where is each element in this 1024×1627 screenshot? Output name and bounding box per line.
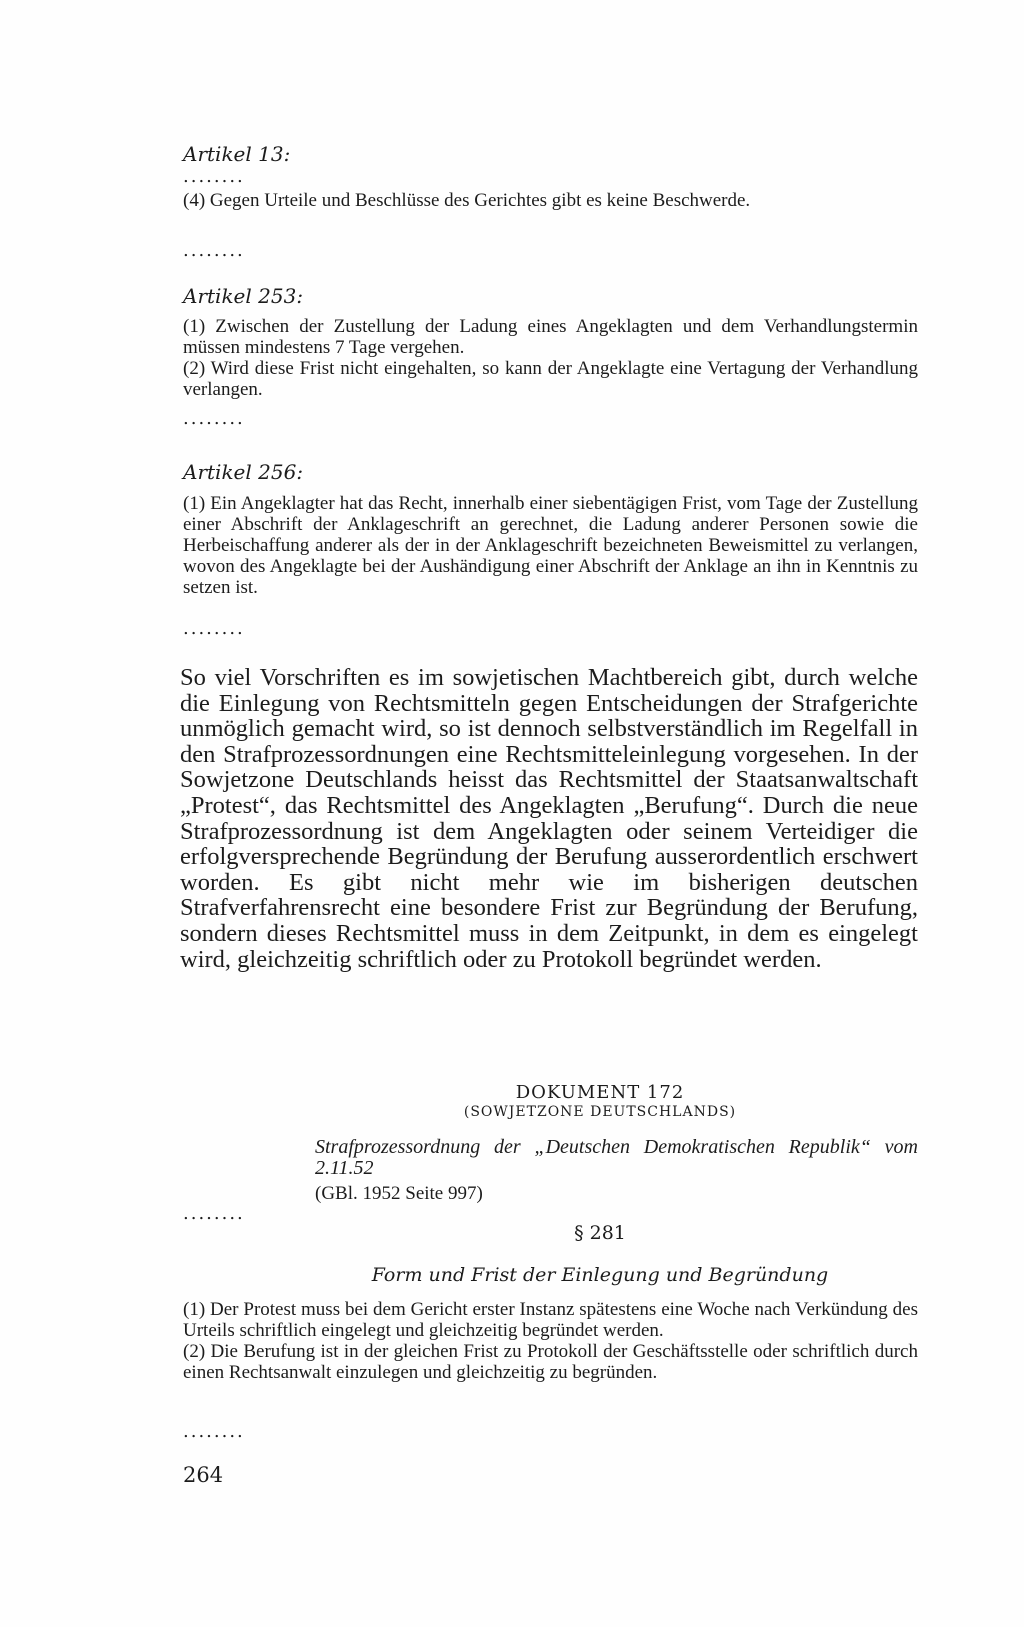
article-253-text <box>183 316 918 400</box>
document-gazette-ref: (GBl. 1952 Seite 997) <box>315 1183 483 1204</box>
section-text <box>183 1299 918 1383</box>
article-256-text <box>183 493 918 598</box>
section-number: § 281 <box>574 1222 626 1244</box>
paragraph: So viel Vorschriften es im sowjetischen Machtbereich gibt, durch welche die Einlegung von Rechtsmitteln gegen Entscheidungen der Strafgerichte unmöglich gemacht wird, so ist dennoch selbstverständlich im Regelfall in den Strafprozessordnungen eine Rechtsmitteleinlegung vorgesehen. In der Sowjetzone Deutschlands heisst das Rechtsmittel der Staatsanwaltschaft „Protest“, das Rechtsmittel des Angeklagten „Berufung“. Durch die neue Strafprozessordnung ist dem Angeklagten oder seinem Verteidiger die erfolgversprechende Begründung der Berufung ausserordentlich erschwert worden. Es gibt nicht mehr wie im bisherigen deutschen Strafverfahrensrecht eine besondere Frist zur Begründung der Berufung, sondern dieses Rechtsmittel muss in dem Zeitpunkt, in dem es eingelegt wird, gleichzeitig schriftlich oder zu Protokoll begründet werden. <box>180 664 918 973</box>
paragraph: (4) Gegen Urteile und Beschlüsse des Gerichtes gibt es keine Beschwerde. <box>183 190 751 211</box>
ellipsis-dots: ........ <box>183 618 245 639</box>
paragraph: (2) Wird diese Frist nicht eingehalten, so kann der Angeklagte eine Vertagung der Verhandlung verlangen. <box>183 358 918 400</box>
section-title: Form und Frist der Einlegung und Begründung <box>371 1264 829 1286</box>
article-13-title: Artikel 13: <box>183 142 291 166</box>
paragraph: (1) Zwischen der Zustellung der Ladung eines Angeklagten und dem Verhandlungstermin müssen mindestens 7 Tage vergehen. <box>183 316 918 358</box>
document-source: Strafprozessordnung der „Deutschen Demokratischen Republik“ vom 2.11.52 <box>315 1136 918 1179</box>
commentary-text <box>180 665 918 972</box>
document-subheading: (SOWJETZONE DEUTSCHLANDS) <box>463 1104 737 1120</box>
paragraph: (1) Der Protest muss bei dem Gericht erster Instanz spätestens eine Woche nach Verkündung des Urteils schriftlich eingelegt und gleichzeitig begründet werden. <box>183 1299 918 1341</box>
ellipsis-dots: ........ <box>183 1421 245 1442</box>
paragraph: (1) Ein Angeklagter hat das Recht, innerhalb einer siebentägigen Frist, vom Tage der Zustellung einer Abschrift der Anklageschrift an gerechnet, die Ladung anderer Personen sowie die Herbeischaffung anderer als der in der Anklageschrift bezeichneten Beweismittel zu verlangen, wovon des Angeklagte bei der Aushändigung einer Abschrift der Anklage an ihn in Kenntnis zu setzen ist. <box>183 493 918 598</box>
article-253-title: Artikel 253: <box>183 284 304 308</box>
ellipsis-dots: ........ <box>183 1203 245 1224</box>
page-number: 264 <box>183 1463 224 1487</box>
article-13-text <box>183 190 918 211</box>
ellipsis-dots: ........ <box>183 240 245 261</box>
ellipsis-dots: ........ <box>183 166 245 187</box>
ellipsis-dots: ........ <box>183 408 245 429</box>
paragraph: (2) Die Berufung ist in der gleichen Frist zu Protokoll der Geschäftsstelle oder schriftlich durch einen Rechtsanwalt einzulegen und gleichzeitig zu begründen. <box>183 1341 918 1383</box>
document-heading: DOKUMENT 172 <box>515 1082 685 1103</box>
article-256-title: Artikel 256: <box>183 460 304 484</box>
